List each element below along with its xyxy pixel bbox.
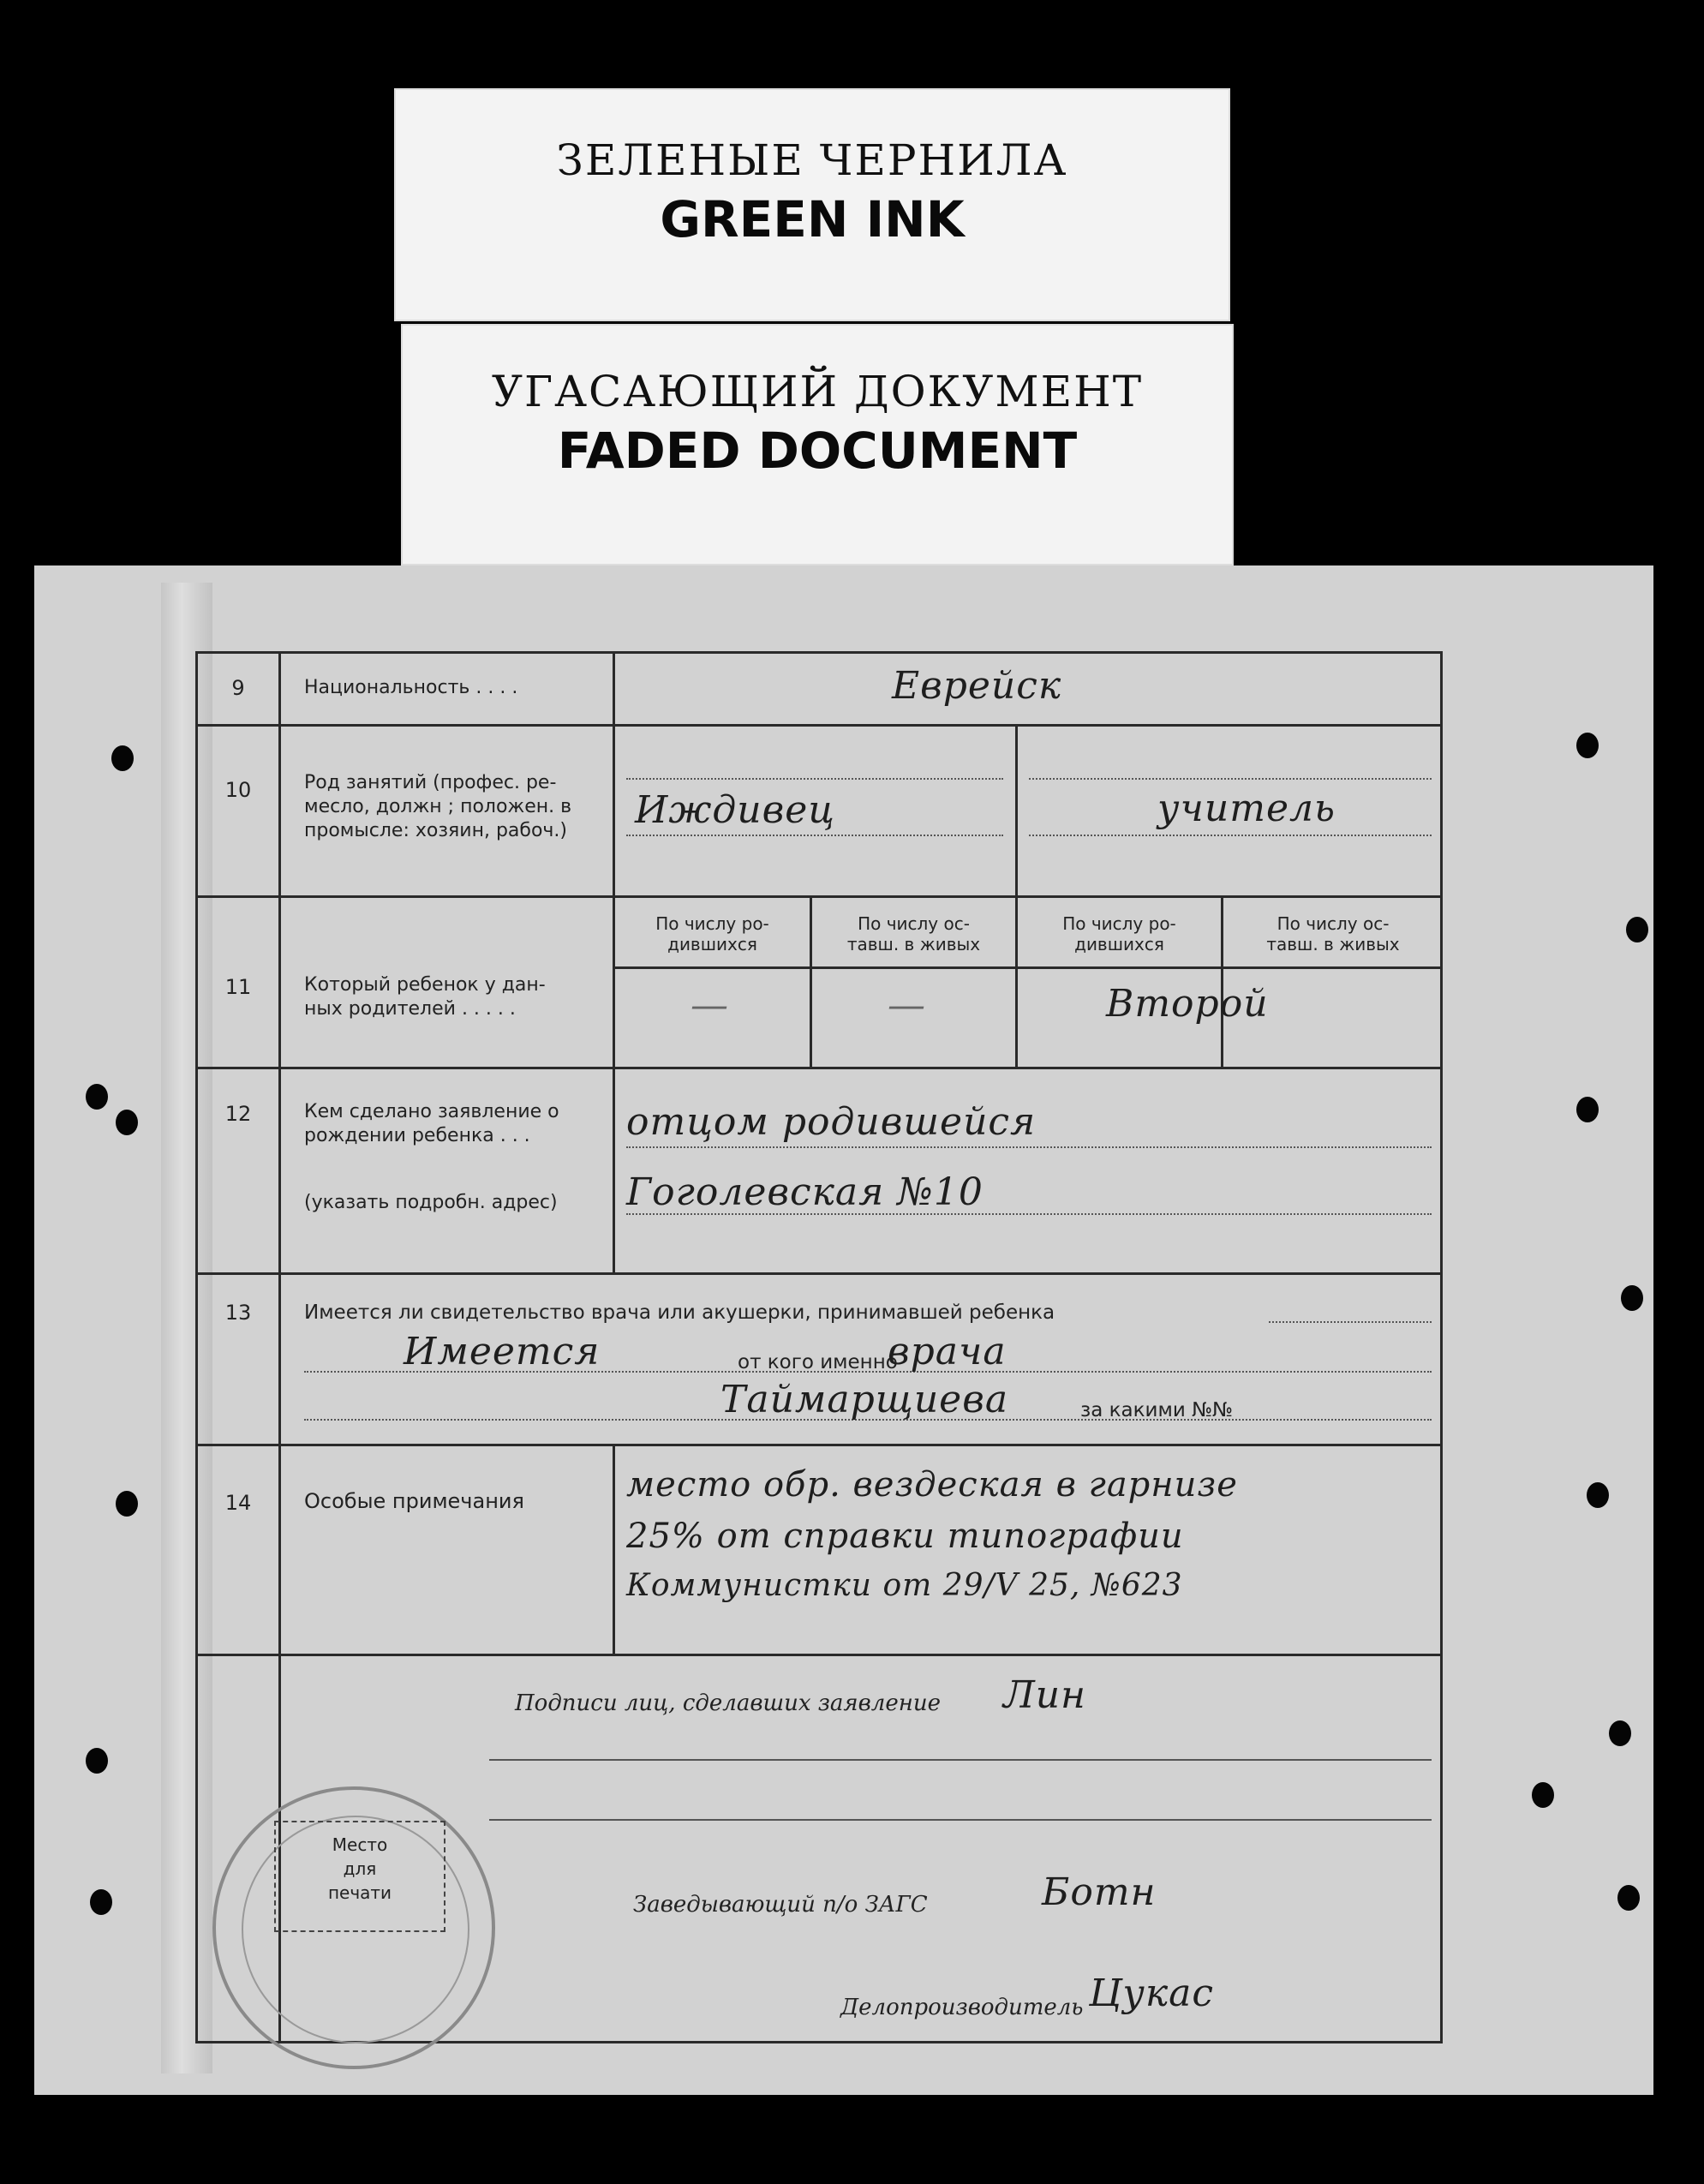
occupation-label-line2: месло, должн ; положен. в (304, 796, 572, 817)
punch-hole (116, 1491, 138, 1517)
subheader-divider (615, 966, 1443, 969)
certificate-doctor-value: врача (888, 1330, 1007, 1373)
child-order-value: Второй (1106, 982, 1269, 1026)
punch-hole (1626, 917, 1648, 942)
alive-header-father (812, 913, 1015, 954)
child-order-label-line1: Который ребенок у дан- (304, 974, 546, 996)
header-text: тавш. в живых (1266, 934, 1400, 954)
header-text: дившихся (667, 934, 757, 954)
row-nationality (198, 654, 1440, 727)
certificate-doctor-name: Таймарщиева (720, 1378, 1009, 1421)
registry-head-label: Заведывающий п/о ЗАГС (633, 1892, 928, 1918)
row-number: 10 (224, 778, 252, 802)
row-occupation (198, 727, 1440, 898)
dotted-line (1269, 1321, 1432, 1323)
punch-hole (86, 1748, 108, 1774)
punch-hole (111, 745, 134, 771)
col-divider-value (613, 1069, 615, 1272)
special-notes-line2: 25% от справки типографии (626, 1517, 1184, 1556)
faded-en: FADED DOCUMENT (557, 422, 1078, 480)
special-notes-label: Особые примечания (304, 1489, 524, 1513)
punch-hole (1609, 1720, 1631, 1746)
clerk-signature: Цукас (1089, 1972, 1215, 2015)
green-ink-label-card (394, 88, 1230, 321)
which-numbers-label: за какими №№ (1080, 1399, 1233, 1421)
dotted-line (626, 778, 1003, 780)
punch-hole (1617, 1885, 1640, 1911)
dotted-line (1029, 778, 1432, 780)
green-ink-en: GREEN INK (660, 190, 965, 248)
father-occupation-value: Иждивец (635, 788, 835, 832)
row-doctor-certificate (198, 1275, 1440, 1446)
header-text: тавш. в живых (846, 934, 981, 954)
punch-hole (1576, 1097, 1599, 1122)
declarant-label-line2: рождении ребенка . . . (304, 1125, 530, 1146)
faded-document-label-card (401, 324, 1234, 565)
row-declarant (198, 1069, 1440, 1275)
col-divider-parents (1015, 727, 1018, 895)
special-notes-line1: место обр. вездеская в гарнизе (626, 1465, 1238, 1505)
mother-occupation-value: учитель (1157, 787, 1336, 830)
alive-header-mother (1223, 913, 1443, 954)
header-text: По числу ро- (655, 913, 769, 934)
seal-text-line1: Место (332, 1834, 388, 1855)
declarant-label-line3: (указать подробн. адрес) (304, 1192, 558, 1213)
col-divider-value (613, 1446, 615, 1654)
special-notes-line3: Коммунистки от 29/V 25, №623 (626, 1568, 1183, 1603)
seal-placeholder (274, 1821, 445, 1932)
births-father-value: — (691, 984, 729, 1027)
nationality-label: Национальность . . . . (304, 677, 518, 698)
signature-line (489, 1759, 1432, 1761)
row-child-order (198, 898, 1440, 1069)
dotted-line (626, 835, 1003, 836)
green-ink-ru: ЗЕЛЕНЫЕ ЧЕРНИЛА (556, 135, 1068, 185)
certificate-question: Имеется ли свидетельство врача или акушерки, принимавшей ребенка (304, 1301, 1055, 1324)
punch-hole (86, 1084, 108, 1110)
punch-hole (1576, 733, 1599, 758)
declarant-label-line1: Кем сделано заявление о (304, 1101, 559, 1122)
punch-hole (1532, 1782, 1554, 1808)
occupation-label-line3: промысле: хозяин, рабоч.) (304, 820, 568, 841)
dotted-line (626, 1146, 1432, 1148)
punch-hole (1621, 1285, 1643, 1311)
header-text: По числу ос- (1277, 913, 1390, 934)
certificate-has-value: Имеется (404, 1330, 601, 1373)
col-divider-value (613, 654, 615, 724)
header-text: По числу ос- (858, 913, 970, 934)
nationality-value: Еврейск (892, 664, 1062, 708)
from-whom-label: от кого именно (738, 1351, 898, 1373)
col-divider-value (613, 727, 615, 895)
applicant-signature: Лин (1003, 1673, 1087, 1717)
declarant-value: отцом родившейся (626, 1100, 1037, 1144)
punch-hole (116, 1110, 138, 1135)
row-number: 11 (224, 975, 252, 999)
punch-hole (1587, 1482, 1609, 1508)
seal-text-line2: для (343, 1858, 377, 1879)
registry-head-signature: Ботн (1042, 1870, 1157, 1914)
signatures-label: Подписи лиц, сделавших заявление (515, 1690, 941, 1716)
faded-ru: УГАСАЮЩИЙ ДОКУМЕНТ (491, 367, 1144, 416)
child-order-label-line2: ных родителей . . . . . (304, 998, 516, 1020)
births-header-mother (1018, 913, 1221, 954)
seal-text-line3: печати (327, 1882, 392, 1903)
row-number: 14 (224, 1491, 252, 1515)
births-header-father (615, 913, 810, 954)
header-text: По числу ро- (1062, 913, 1176, 934)
clerk-label: Делопроизводитель (840, 1995, 1084, 2020)
declarant-address-value: Гоголевская №10 (626, 1170, 984, 1214)
row-number: 9 (231, 676, 245, 700)
alive-father-value: — (888, 984, 926, 1027)
signature-line (489, 1819, 1432, 1821)
occupation-label-line1: Род занятий (профес. ре- (304, 772, 557, 793)
row-number: 13 (224, 1301, 252, 1325)
row-number: 12 (224, 1102, 252, 1126)
row-special-notes (198, 1446, 1440, 1656)
header-text: дившихся (1074, 934, 1164, 954)
punch-hole (90, 1889, 112, 1915)
record-sheet (34, 565, 1653, 2095)
dotted-line (1029, 835, 1432, 836)
